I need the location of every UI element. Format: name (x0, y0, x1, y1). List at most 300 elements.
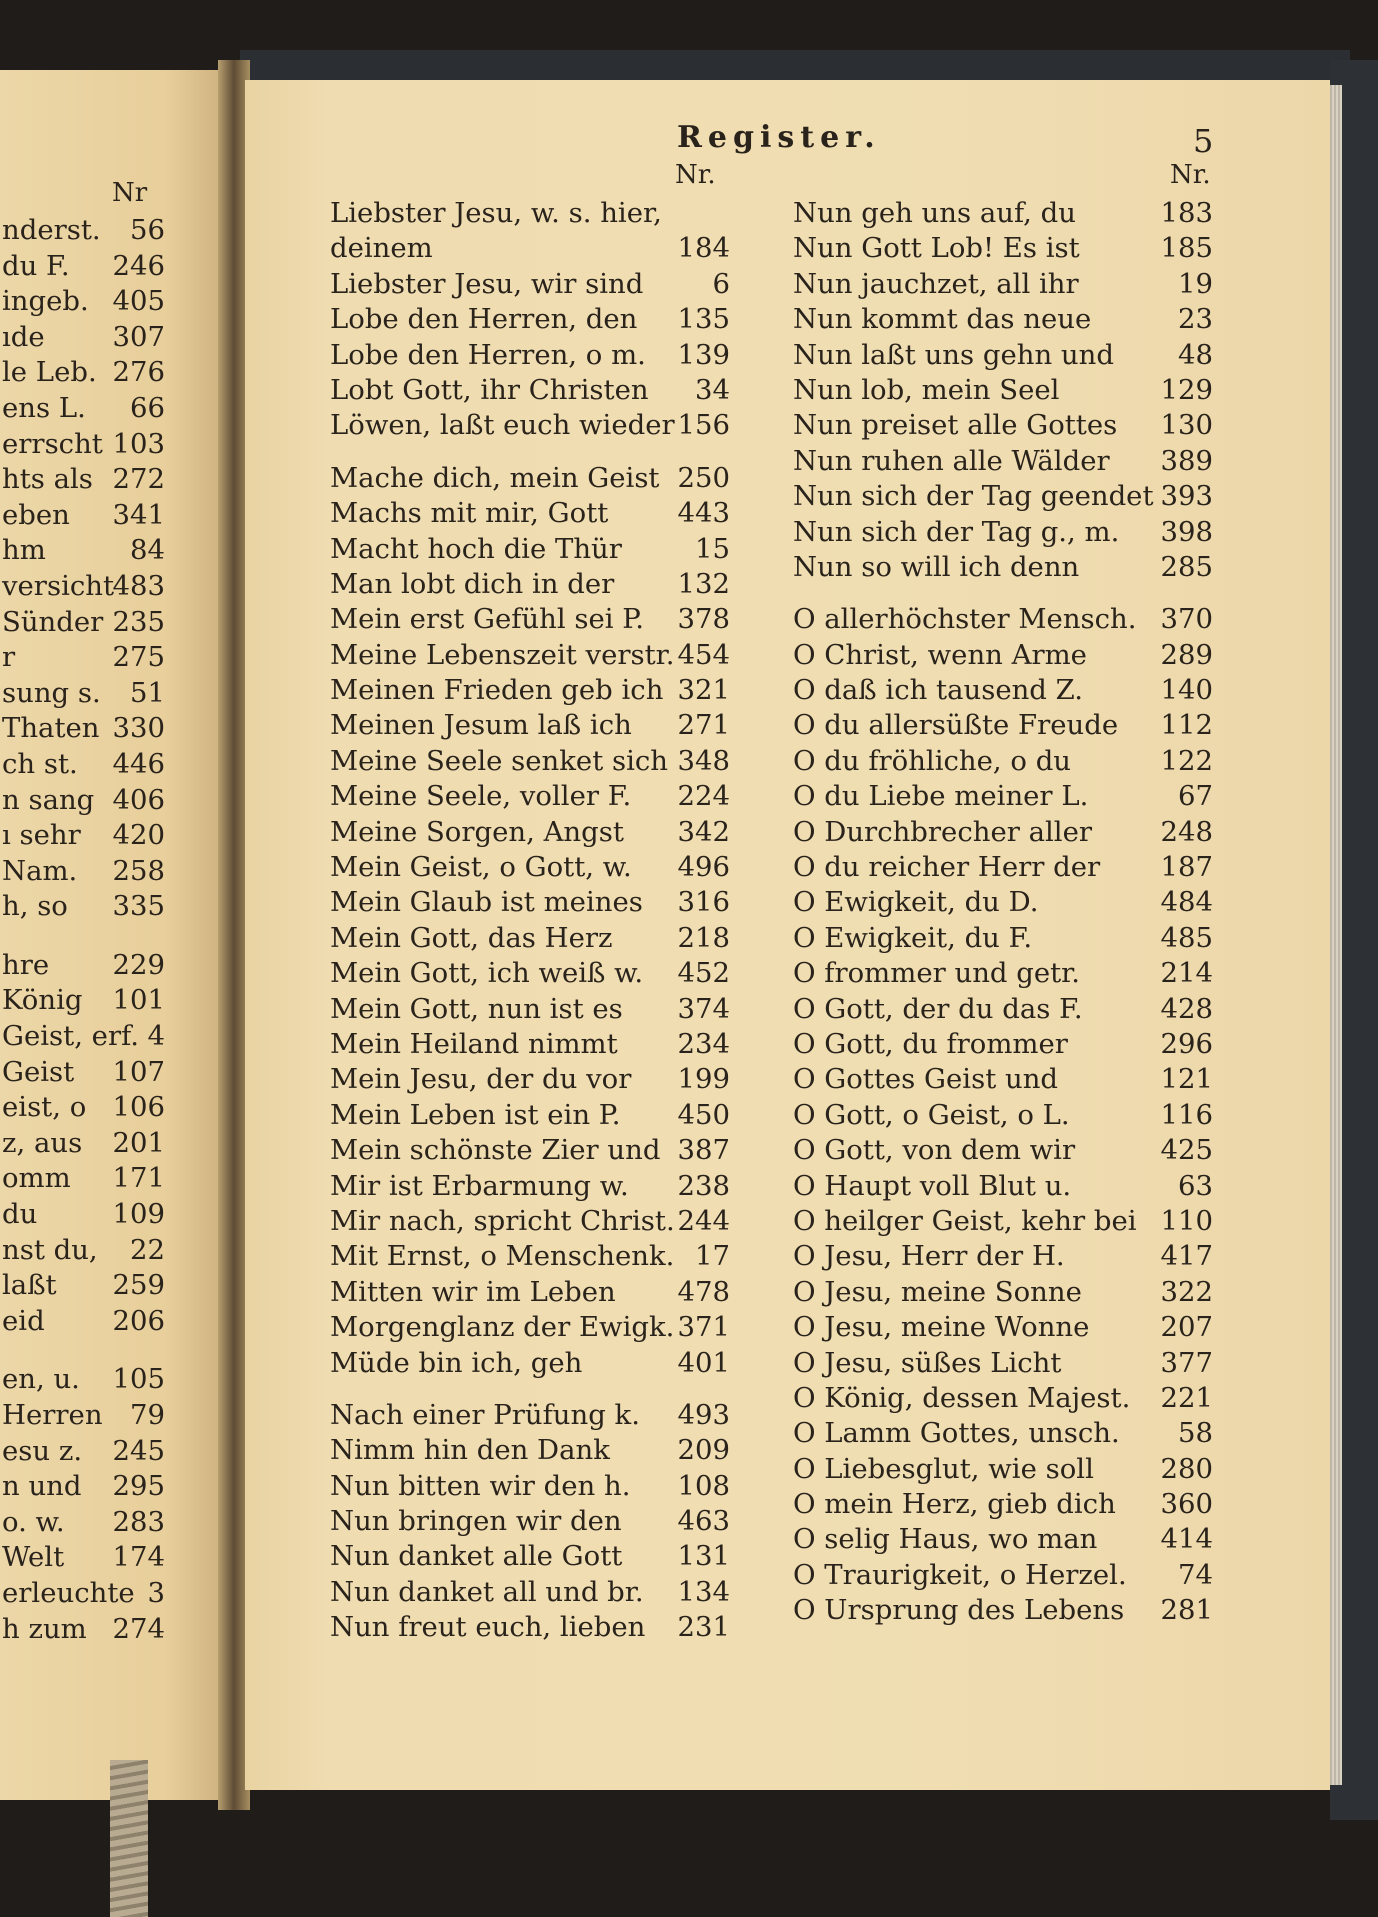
index-entry (330, 196, 730, 231)
index-entry (0, 1055, 165, 1091)
hymn-title: Sünder (2, 605, 104, 638)
hymn-number: 6 (712, 267, 730, 300)
index-entry (330, 1133, 730, 1168)
hymn-title: ch st. (2, 747, 78, 780)
index-entry (330, 885, 730, 920)
index-entry (793, 921, 1213, 956)
hymn-title: Geist, erf. (2, 1020, 140, 1053)
index-entry (0, 498, 165, 534)
index-entry (793, 196, 1213, 231)
index-entry (0, 1505, 165, 1541)
nr-label-right-column: Nr. (1170, 160, 1211, 190)
hymn-number: 259 (112, 1269, 165, 1302)
index-entry (0, 1540, 165, 1576)
hymn-number: 74 (1178, 1558, 1213, 1591)
index-entry (0, 640, 165, 676)
hymn-title: O Ewigkeit, du F. (793, 921, 1033, 954)
page-number: 5 (1193, 122, 1214, 160)
hymn-number: 417 (1160, 1240, 1213, 1273)
hymn-number: 201 (112, 1126, 165, 1159)
index-entry (330, 1398, 730, 1433)
hymn-number: 248 (1160, 815, 1213, 848)
index-entry (330, 1310, 730, 1345)
hymn-number: 112 (1160, 709, 1213, 742)
hymn-title: Mein erst Gefühl sei P. (330, 603, 644, 636)
index-entry (0, 391, 165, 427)
hymn-number: 214 (1160, 957, 1213, 990)
section-spacer (330, 444, 730, 461)
hymn-number: 378 (677, 603, 730, 636)
hymn-number: 139 (677, 338, 730, 371)
index-entry (0, 1576, 165, 1612)
index-entry (330, 850, 730, 885)
hymn-number: 322 (1160, 1275, 1213, 1308)
index-entry (793, 1310, 1213, 1345)
hymn-title: Macht hoch die Thür (330, 532, 622, 565)
hymn-title: du (2, 1198, 38, 1231)
index-entry (0, 818, 165, 854)
hymn-number: 229 (112, 948, 165, 981)
hymn-number: 4 (147, 1020, 165, 1053)
hymn-title: hts als (2, 463, 93, 496)
index-entry (793, 602, 1213, 637)
index-entry (330, 956, 730, 991)
index-entry (330, 708, 730, 743)
hymn-number: 140 (1160, 674, 1213, 707)
hymn-number: 48 (1178, 338, 1213, 371)
hymn-number: 405 (112, 285, 165, 318)
hymn-title: Liebster Jesu, wir sind (330, 267, 644, 300)
hymn-number: 235 (112, 605, 165, 638)
hymn-title: Mir nach, spricht Christ. (330, 1204, 675, 1237)
hymn-number: 174 (112, 1541, 165, 1574)
hymn-title: Meinen Frieden geb ich (330, 674, 664, 707)
hymn-number: 348 (677, 744, 730, 777)
hymn-number: 135 (677, 303, 730, 336)
index-entry (793, 550, 1213, 585)
hymn-number: 478 (677, 1275, 730, 1308)
index-entry (330, 779, 730, 814)
hymn-title: O Ewigkeit, du D. (793, 886, 1039, 919)
hymn-number: 281 (1160, 1594, 1213, 1627)
hymn-number: 335 (112, 890, 165, 923)
index-entry (0, 983, 165, 1019)
index-entry (330, 1539, 730, 1574)
hymn-number: 341 (112, 498, 165, 531)
index-column-right (793, 196, 1213, 1629)
index-entry (0, 1197, 165, 1233)
hymn-number: 258 (112, 854, 165, 887)
index-entry (793, 408, 1213, 443)
hymn-title: O Lamm Gottes, unsch. (793, 1417, 1120, 1450)
hymn-number: 129 (1160, 373, 1213, 406)
index-entry (0, 783, 165, 819)
hymn-number: 307 (112, 320, 165, 353)
hymn-number: 67 (1178, 780, 1213, 813)
index-entry (793, 1416, 1213, 1451)
hymn-number: 296 (1160, 1027, 1213, 1060)
hymn-number: 22 (130, 1233, 165, 1266)
hymn-title: Mein Jesu, der du vor (330, 1063, 632, 1096)
index-entry (330, 921, 730, 956)
page-title: Register. (677, 120, 881, 155)
index-entry (0, 676, 165, 712)
hymn-number: 272 (112, 463, 165, 496)
hymn-title: Morgenglanz der Ewigk. (330, 1311, 675, 1344)
hymn-title: O mein Herz, gieb dich (793, 1488, 1116, 1521)
hymn-number: 425 (1160, 1134, 1213, 1167)
index-entry (330, 496, 730, 531)
hymn-title: O Gott, o Geist, o L. (793, 1098, 1070, 1131)
hymn-title: Nun geh uns auf, du (793, 197, 1076, 229)
index-column-left (330, 196, 730, 1646)
hymn-title: errscht (2, 427, 103, 460)
hymn-number: 452 (677, 957, 730, 990)
hymn-title: o. w. (2, 1505, 65, 1538)
index-entry (330, 638, 730, 673)
hymn-title: laßt (2, 1269, 57, 1302)
index-entry (793, 744, 1213, 779)
hymn-title: Mein Gott, ich weiß w. (330, 957, 644, 990)
index-entry (0, 1019, 165, 1055)
hymn-number: 374 (677, 992, 730, 1025)
hymn-number: 398 (1160, 515, 1213, 548)
index-entry (0, 320, 165, 356)
hymn-number: 58 (1178, 1417, 1213, 1450)
register-page (245, 80, 1330, 1790)
hymn-title: Nun sich der Tag g., m. (793, 515, 1120, 548)
index-entry (330, 673, 730, 708)
index-entry (330, 1346, 730, 1381)
hymn-title: ı sehr (2, 819, 81, 852)
hymn-number: 106 (112, 1091, 165, 1124)
hymn-title: O Jesu, meine Sonne (793, 1275, 1082, 1308)
hymn-title: nst du, (2, 1233, 98, 1266)
index-entry (0, 533, 165, 569)
index-entry (330, 1433, 730, 1468)
hymn-title: n und (2, 1470, 82, 1503)
hymn-number: 428 (1160, 992, 1213, 1025)
hymn-number: 206 (112, 1304, 165, 1337)
hymn-number: 51 (130, 676, 165, 709)
index-entry (330, 1575, 730, 1610)
hymn-number: 420 (112, 819, 165, 852)
hymn-title: Müde bin ich, geh (330, 1346, 583, 1379)
hymn-number: 105 (112, 1363, 165, 1396)
hymn-number: 245 (112, 1434, 165, 1467)
hymn-number: 19 (1178, 267, 1213, 300)
hymn-title: Nun so will ich denn (793, 550, 1080, 583)
hymn-title: h, so (2, 890, 68, 923)
index-entry (330, 1504, 730, 1539)
nr-label-left-column: Nr. (675, 160, 716, 190)
hymn-title: O du reicher Herr der (793, 851, 1101, 884)
hymn-number: 66 (130, 391, 165, 424)
hymn-number: 231 (677, 1611, 730, 1644)
index-entry (0, 284, 165, 320)
index-entry (793, 708, 1213, 743)
hymn-title: h zum (2, 1612, 87, 1645)
hymn-number: 393 (1160, 480, 1213, 513)
index-entry (330, 992, 730, 1027)
index-entry (793, 638, 1213, 673)
hymn-number: 280 (1160, 1452, 1213, 1485)
hymn-number: 63 (1178, 1169, 1213, 1202)
hymn-title: esu z. (2, 1434, 83, 1467)
hymn-title: Herren (2, 1399, 103, 1431)
hymn-number: 199 (677, 1063, 730, 1096)
hymn-title: Mein Leben ist ein P. (330, 1098, 621, 1131)
hymn-number: 483 (112, 569, 165, 602)
index-entry (330, 1204, 730, 1239)
index-entry (0, 462, 165, 498)
hymn-title: Nun preiset alle Gottes (793, 409, 1118, 442)
index-entry (793, 1593, 1213, 1628)
hymn-title: Nimm hin den Dank (330, 1434, 610, 1467)
hymn-title: Meine Lebenszeit verstr. (330, 638, 675, 671)
hymn-number: 109 (112, 1198, 165, 1231)
hymn-number: 108 (677, 1469, 730, 1502)
hymn-number: 360 (1160, 1488, 1213, 1521)
hymn-title: Nach einer Prüfung k. (330, 1398, 640, 1431)
hymn-title: Nun kommt das neue (793, 303, 1092, 336)
hymn-number: 446 (112, 747, 165, 780)
hymn-title: Mein Heiland nimmt (330, 1027, 618, 1060)
hymn-title: Lobe den Herren, den (330, 303, 638, 336)
hymn-number: 330 (112, 712, 165, 745)
hymn-number: 271 (677, 709, 730, 742)
index-entry (330, 1062, 730, 1097)
hymn-number: 389 (1160, 444, 1213, 477)
index-entry (0, 1304, 165, 1340)
index-entry (0, 1469, 165, 1505)
hymn-number: 443 (677, 497, 730, 530)
hymn-number: 246 (112, 249, 165, 282)
index-entry (330, 602, 730, 637)
index-entry (793, 444, 1213, 479)
index-entry (793, 1098, 1213, 1133)
section-spacer (793, 585, 1213, 602)
index-entry (330, 1610, 730, 1645)
hymn-number: 101 (112, 984, 165, 1017)
index-entry (793, 1169, 1213, 1204)
left-page-list (0, 213, 165, 1647)
hymn-number: 122 (1160, 744, 1213, 777)
index-entry (793, 479, 1213, 514)
index-entry (793, 1275, 1213, 1310)
hymn-number: 23 (1178, 303, 1213, 336)
hymn-title: eist, o (2, 1091, 87, 1124)
index-entry (0, 605, 165, 641)
hymn-title: hre (2, 948, 50, 981)
index-entry (0, 711, 165, 747)
hymn-number: 283 (112, 1505, 165, 1538)
hymn-number: 134 (677, 1575, 730, 1608)
index-entry (0, 1090, 165, 1126)
hymn-title: O Christ, wenn Arme (793, 638, 1087, 671)
index-entry (330, 267, 730, 302)
hymn-title: O selig Haus, wo man (793, 1523, 1098, 1556)
hymn-number: 275 (112, 641, 165, 674)
hymn-title: le Leb. (2, 356, 97, 389)
hymn-number: 244 (677, 1204, 730, 1237)
hymn-number: 454 (677, 638, 730, 671)
hymn-title: ıde (2, 320, 45, 353)
index-entry (0, 854, 165, 890)
section-spacer (0, 1339, 165, 1362)
hymn-number: 485 (1160, 921, 1213, 954)
hymn-title: O Jesu, süßes Licht (793, 1346, 1062, 1379)
hymn-title: deinem (330, 232, 433, 265)
ribbon-bookmark[interactable] (110, 1760, 148, 1917)
hymn-number: 218 (677, 921, 730, 954)
hymn-title: O Traurigkeit, o Herzel. (793, 1558, 1127, 1591)
hymn-number: 406 (112, 783, 165, 816)
hymn-number: 493 (677, 1398, 730, 1431)
hymn-title: n sang (2, 783, 95, 816)
index-entry (0, 889, 165, 925)
index-entry (793, 956, 1213, 991)
index-entry (793, 673, 1213, 708)
index-entry (0, 1233, 165, 1269)
index-entry (330, 532, 730, 567)
hymn-number: 171 (112, 1162, 165, 1195)
index-entry (330, 1169, 730, 1204)
index-entry (793, 1204, 1213, 1239)
index-entry (0, 569, 165, 605)
hymn-title: Nun bitten wir den h. (330, 1469, 631, 1502)
hymn-title: Man lobt dich in der (330, 567, 615, 600)
hymn-number: 34 (695, 373, 730, 406)
index-entry (0, 948, 165, 984)
hymn-number: 496 (677, 851, 730, 884)
hymn-title: erleuchte (2, 1576, 135, 1609)
hymn-number: 84 (130, 534, 165, 567)
hymn-title: Meine Sorgen, Angst (330, 815, 624, 848)
hymn-title: Nam. (2, 854, 78, 887)
index-entry (793, 815, 1213, 850)
hymn-number: 221 (1160, 1381, 1213, 1414)
hymn-title: O Gott, der du das F. (793, 992, 1083, 1025)
hymn-title: ingeb. (2, 285, 89, 318)
hymn-number: 414 (1160, 1523, 1213, 1556)
hymn-title: eid (2, 1304, 45, 1337)
index-entry (793, 779, 1213, 814)
hymn-title: O Gottes Geist und (793, 1063, 1059, 1096)
index-entry (793, 267, 1213, 302)
hymn-number: 185 (1160, 232, 1213, 265)
hymn-number: 276 (112, 356, 165, 389)
hymn-number: 401 (677, 1346, 730, 1379)
hymn-number: 238 (677, 1169, 730, 1202)
hymn-title: omm (2, 1162, 71, 1195)
index-entry (0, 1126, 165, 1162)
hymn-title: Nun sich der Tag geendet (793, 480, 1154, 513)
left-page (0, 70, 235, 1800)
index-entry (0, 1161, 165, 1197)
hymn-title: nderst. (2, 214, 101, 246)
section-spacer (0, 925, 165, 948)
hymn-number: 289 (1160, 638, 1213, 671)
hymn-title: Nun ruhen alle Wälder (793, 444, 1110, 477)
hymn-title: O heilger Geist, kehr bei (793, 1204, 1137, 1237)
hymn-title: O daß ich tausend Z. (793, 674, 1084, 707)
hymn-title: O du Liebe meiner L. (793, 780, 1089, 813)
index-entry (793, 850, 1213, 885)
index-entry (793, 1133, 1213, 1168)
hymn-title: Liebster Jesu, w. s. hier, (330, 197, 662, 229)
hymn-number: 377 (1160, 1346, 1213, 1379)
hymn-title: O Haupt voll Blut u. (793, 1169, 1072, 1202)
hymn-number: 17 (695, 1240, 730, 1273)
hymn-title: O König, dessen Majest. (793, 1381, 1131, 1414)
index-entry (330, 1027, 730, 1062)
hymn-title: O frommer und getr. (793, 957, 1081, 990)
hymn-title: Mein schönste Zier und (330, 1134, 661, 1167)
hymn-number: 15 (695, 532, 730, 565)
hymn-title: Nun danket all und br. (330, 1575, 644, 1608)
hymn-title: O Jesu, Herr der H. (793, 1240, 1065, 1273)
hymn-title: Meine Seele, voller F. (330, 780, 632, 813)
index-entry (793, 1239, 1213, 1274)
index-entry (330, 408, 730, 443)
hymn-number: 132 (677, 567, 730, 600)
hymn-title: Mein Glaub ist meines (330, 886, 643, 919)
hymn-title: O Gott, du frommer (793, 1027, 1068, 1060)
hymn-title: Nun jauchzet, all ihr (793, 267, 1079, 300)
hymn-title: Lobe den Herren, o m. (330, 338, 646, 371)
index-entry (0, 213, 165, 249)
index-entry (793, 1062, 1213, 1097)
hymn-title: en, u. (2, 1363, 80, 1396)
index-entry (793, 1452, 1213, 1487)
left-nr-label: Nr (112, 178, 148, 208)
hymn-title: König (2, 984, 83, 1017)
hymn-number: 209 (677, 1434, 730, 1467)
hymn-title: O Ursprung des Lebens (793, 1594, 1125, 1627)
hymn-title: Mein Geist, o Gott, w. (330, 851, 632, 884)
index-entry (793, 1558, 1213, 1593)
index-entry (0, 747, 165, 783)
hymn-number: 116 (1160, 1098, 1213, 1131)
hymn-number: 121 (1160, 1063, 1213, 1096)
index-entry (330, 1469, 730, 1504)
hymn-number: 56 (130, 214, 165, 246)
hymn-title: Nun danket alle Gott (330, 1540, 623, 1573)
hymn-number: 156 (677, 409, 730, 442)
hymn-title: Mit Ernst, o Menschenk. (330, 1240, 675, 1273)
hymn-title: Welt (2, 1541, 65, 1574)
hymn-number: 103 (112, 427, 165, 460)
hymn-number: 484 (1160, 886, 1213, 919)
hymn-number: 224 (677, 780, 730, 813)
index-entry (793, 1381, 1213, 1416)
hymn-number: 107 (112, 1055, 165, 1088)
hymn-title: Geist (2, 1055, 75, 1088)
index-entry (0, 1398, 165, 1434)
hymn-number: 250 (677, 461, 730, 494)
index-entry (793, 885, 1213, 920)
hymn-title: Meinen Jesum laß ich (330, 709, 632, 742)
index-entry (0, 249, 165, 285)
hymn-title: Meine Seele senket sich (330, 744, 669, 777)
index-entry (793, 1346, 1213, 1381)
hymn-number: 285 (1160, 550, 1213, 583)
index-entry (0, 1612, 165, 1648)
index-entry (793, 373, 1213, 408)
index-entry (330, 744, 730, 779)
hymn-title: Mache dich, mein Geist (330, 461, 660, 494)
